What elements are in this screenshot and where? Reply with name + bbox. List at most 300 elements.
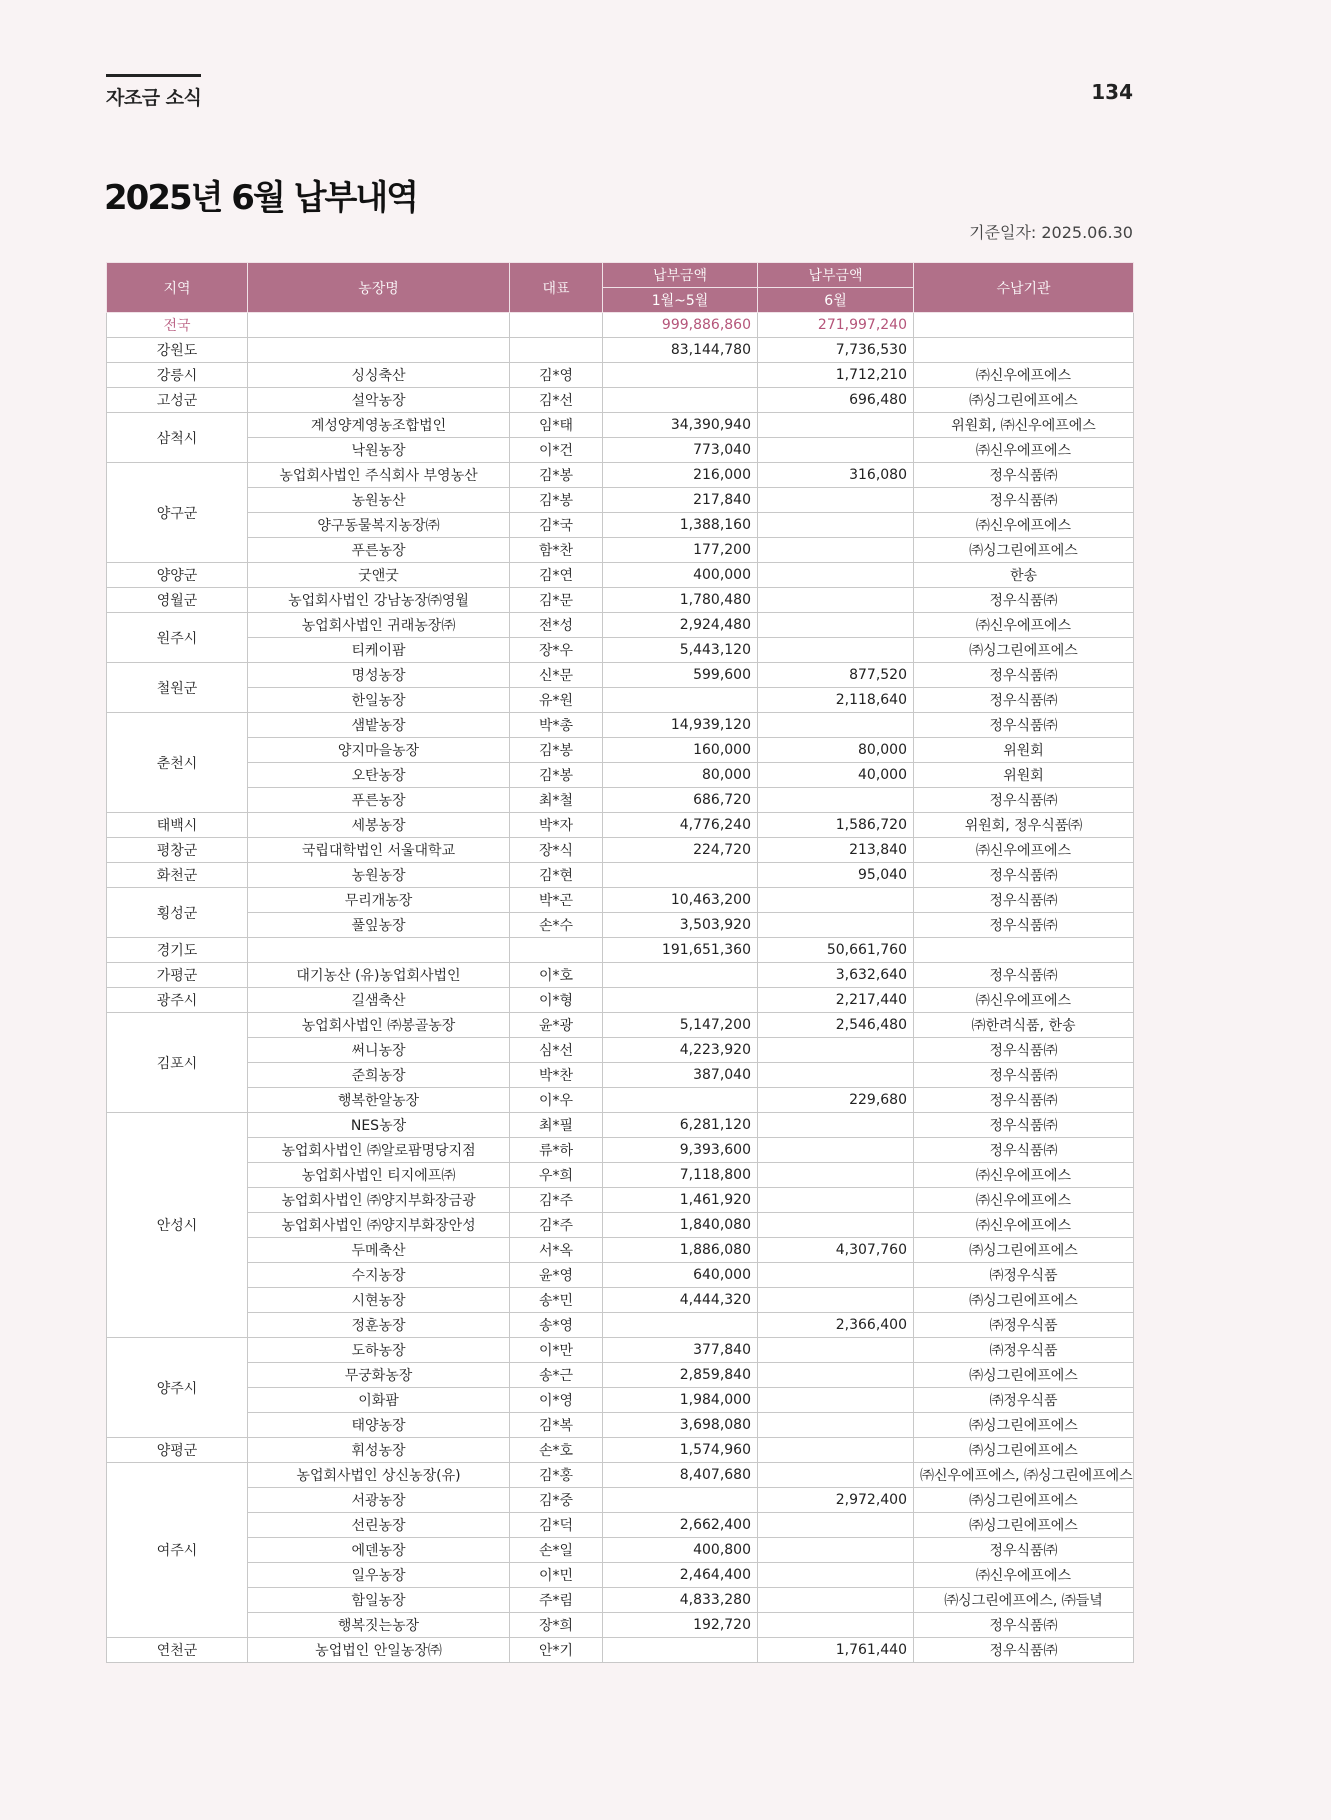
farm-name: 싱싱축산 [248,363,510,388]
representative: 윤*광 [510,1013,603,1038]
farm-name: 대기농산 (유)농업회사법인 [248,963,510,988]
farm-name: 티케이팜 [248,638,510,663]
representative: 박*자 [510,813,603,838]
amount-june: 877,520 [758,663,914,688]
collector: ㈜정우식품 [914,1263,1134,1288]
representative: 류*하 [510,1138,603,1163]
table-row [107,1363,1134,1388]
representative: 김*홍 [510,1463,603,1488]
collector: ㈜싱그린에프에스 [914,1413,1134,1438]
farm-name: 국립대학법인 서울대학교 [248,838,510,863]
representative: 김*봉 [510,738,603,763]
amount-june: 696,480 [758,388,914,413]
farm-name: 설악농장 [248,388,510,413]
collector: 정우식품㈜ [914,488,1134,513]
representative: 유*원 [510,688,603,713]
amount-june [758,1363,914,1388]
table-row [107,1563,1134,1588]
representative: 최*필 [510,1113,603,1138]
amount-june [758,1588,914,1613]
table-row [107,763,1134,788]
amount-june: 2,118,640 [758,688,914,713]
farm-name: 명성농장 [248,663,510,688]
representative: 최*철 [510,788,603,813]
amount-jan-may: 2,662,400 [603,1513,758,1538]
province-farm-cell [248,338,510,363]
amount-june [758,1388,914,1413]
table-row [107,988,1134,1013]
collector: 위원회, ㈜신우에프에스 [914,413,1134,438]
amount-june [758,913,914,938]
amount-jan-may: 3,698,080 [603,1413,758,1438]
payment-table [106,262,1134,1663]
table-row [107,1613,1134,1638]
collector: 정우식품㈜ [914,688,1134,713]
collector: ㈜정우식품 [914,1313,1134,1338]
amount-june [758,1463,914,1488]
total-june: 271,997,240 [758,313,914,338]
province-name: 경기도 [107,938,248,963]
amount-june [758,1513,914,1538]
amount-june: 80,000 [758,738,914,763]
amount-june [758,613,914,638]
amount-june [758,438,914,463]
province-farm-cell [248,938,510,963]
table-row [107,1163,1134,1188]
representative: 박*총 [510,713,603,738]
representative: 박*찬 [510,1063,603,1088]
farm-name: 푸른농장 [248,538,510,563]
collector: 정우식품㈜ [914,913,1134,938]
collector: 정우식품㈜ [914,963,1134,988]
representative: 김*봉 [510,488,603,513]
farm-name: 굿앤굿 [248,563,510,588]
representative: 장*식 [510,838,603,863]
amount-jan-may: 773,040 [603,438,758,463]
amount-jan-may [603,363,758,388]
table-row [107,463,1134,488]
farm-name: 농업회사법인 ㈜봉골농장 [248,1013,510,1038]
farm-name: 농업회사법인 강남농장㈜영월 [248,588,510,613]
representative: 김*영 [510,363,603,388]
amount-jan-may: 224,720 [603,838,758,863]
amount-jan-may: 2,859,840 [603,1363,758,1388]
total-org-cell [914,313,1134,338]
amount-jan-may: 1,388,160 [603,513,758,538]
amount-jan-may: 1,574,960 [603,1438,758,1463]
region-cell: 김포시 [107,1013,248,1113]
farm-name: 농업회사법인 주식회사 부영농산 [248,463,510,488]
collector: ㈜한려식품, 한송 [914,1013,1134,1038]
amount-jan-may [603,863,758,888]
amount-june [758,1413,914,1438]
amount-june [758,713,914,738]
amount-jan-may: 1,886,080 [603,1238,758,1263]
representative: 손*수 [510,913,603,938]
farm-name: 계성양계영농조합법인 [248,413,510,438]
province-june: 50,661,760 [758,938,914,963]
region-cell: 평창군 [107,838,248,863]
table-row [107,1588,1134,1613]
farm-name: 한일농장 [248,688,510,713]
amount-jan-may: 3,503,920 [603,913,758,938]
representative: 이*영 [510,1388,603,1413]
amount-june [758,1213,914,1238]
province-jan-may: 191,651,360 [603,938,758,963]
representative: 서*옥 [510,1238,603,1263]
table-row [107,1338,1134,1363]
col-amount-jan-may-header: 납부금액 [603,263,758,288]
table-row [107,1213,1134,1238]
amount-june [758,888,914,913]
region-cell: 가평군 [107,963,248,988]
representative: 이*만 [510,1338,603,1363]
amount-june: 1,761,440 [758,1638,914,1663]
representative: 이*민 [510,1563,603,1588]
collector: ㈜신우에프에스 [914,438,1134,463]
farm-name: 푸른농장 [248,788,510,813]
col-amount-june-header: 납부금액 [758,263,914,288]
table-row [107,1463,1134,1488]
table-row [107,638,1134,663]
collector: ㈜신우에프에스 [914,1213,1134,1238]
farm-name: 두메축산 [248,1238,510,1263]
amount-jan-may [603,388,758,413]
amount-june [758,638,914,663]
table-row [107,1288,1134,1313]
representative: 이*우 [510,1088,603,1113]
amount-june [758,1113,914,1138]
representative: 김*봉 [510,763,603,788]
collector: 한송 [914,563,1134,588]
amount-june: 2,366,400 [758,1313,914,1338]
amount-jan-may: 10,463,200 [603,888,758,913]
collector: ㈜싱그린에프에스 [914,1438,1134,1463]
table-row [107,913,1134,938]
amount-june [758,513,914,538]
page-number: 134 [1091,80,1133,104]
representative: 김*국 [510,513,603,538]
collector: 정우식품㈜ [914,1138,1134,1163]
farm-name: 써니농장 [248,1038,510,1063]
total-farm-cell [248,313,510,338]
amount-jan-may: 217,840 [603,488,758,513]
table-row [107,688,1134,713]
farm-name: 농업회사법인 ㈜양지부화장금광 [248,1188,510,1213]
farm-name: 풀잎농장 [248,913,510,938]
collector: ㈜싱그린에프에스 [914,1238,1134,1263]
amount-june [758,563,914,588]
collector: 정우식품㈜ [914,713,1134,738]
table-row [107,1313,1134,1338]
table-row [107,513,1134,538]
amount-jan-may: 1,780,480 [603,588,758,613]
collector: 정우식품㈜ [914,1638,1134,1663]
representative: 심*선 [510,1038,603,1063]
table-row [107,1538,1134,1563]
farm-name: 에덴농장 [248,1538,510,1563]
table-header [107,263,1134,313]
collector: ㈜신우에프에스 [914,1188,1134,1213]
farm-name: 선린농장 [248,1513,510,1538]
collector: 정우식품㈜ [914,463,1134,488]
farm-name: 농업회사법인 티지에프㈜ [248,1163,510,1188]
province-june: 7,736,530 [758,338,914,363]
region-cell: 철원군 [107,663,248,713]
amount-june: 2,972,400 [758,1488,914,1513]
table-body [107,313,1134,1663]
farm-name: 농업법인 안일농장㈜ [248,1638,510,1663]
representative: 손*호 [510,1438,603,1463]
table-row [107,713,1134,738]
region-cell: 춘천시 [107,713,248,813]
collector: 정우식품㈜ [914,863,1134,888]
amount-june: 316,080 [758,463,914,488]
table-row [107,588,1134,613]
representative: 전*성 [510,613,603,638]
representative: 함*찬 [510,538,603,563]
collector: 정우식품㈜ [914,663,1134,688]
table-row [107,1088,1134,1113]
total-jan-may: 999,886,860 [603,313,758,338]
representative: 박*곤 [510,888,603,913]
collector: ㈜싱그린에프에스 [914,1363,1134,1388]
farm-name: 일우농장 [248,1563,510,1588]
farm-name: 정훈농장 [248,1313,510,1338]
region-cell: 태백시 [107,813,248,838]
amount-jan-may: 6,281,120 [603,1113,758,1138]
table-row [107,1488,1134,1513]
amount-june [758,788,914,813]
col-jan-may-subheader: 1월~5월 [603,288,758,313]
total-label: 전국 [107,313,248,338]
farm-name: 세봉농장 [248,813,510,838]
representative: 이*호 [510,963,603,988]
farm-name: 수지농장 [248,1263,510,1288]
amount-june: 2,546,480 [758,1013,914,1038]
amount-june: 1,586,720 [758,813,914,838]
representative: 김*문 [510,588,603,613]
farm-name: 행복짓는농장 [248,1613,510,1638]
table-row [107,1188,1134,1213]
table-row [107,1038,1134,1063]
collector: ㈜정우식품 [914,1388,1134,1413]
amount-jan-may: 160,000 [603,738,758,763]
collector: 정우식품㈜ [914,1613,1134,1638]
amount-jan-may: 599,600 [603,663,758,688]
collector: ㈜싱그린에프에스 [914,1513,1134,1538]
farm-name: NES농장 [248,1113,510,1138]
amount-june [758,1138,914,1163]
farm-name: 샘밭농장 [248,713,510,738]
amount-jan-may: 7,118,800 [603,1163,758,1188]
table-row [107,563,1134,588]
farm-name: 서광농장 [248,1488,510,1513]
collector: 정우식품㈜ [914,1063,1134,1088]
collector: 정우식품㈜ [914,1038,1134,1063]
region-cell: 원주시 [107,613,248,663]
amount-jan-may [603,688,758,713]
amount-june: 95,040 [758,863,914,888]
region-cell: 양양군 [107,563,248,588]
representative: 이*건 [510,438,603,463]
amount-jan-may: 4,223,920 [603,1038,758,1063]
collector: 정우식품㈜ [914,588,1134,613]
region-cell: 양구군 [107,463,248,563]
table-row [107,888,1134,913]
amount-jan-may [603,1313,758,1338]
table-row [107,1063,1134,1088]
farm-name: 농원농장 [248,863,510,888]
representative: 김*중 [510,1488,603,1513]
amount-june [758,1063,914,1088]
collector: ㈜정우식품 [914,1338,1134,1363]
collector: 정우식품㈜ [914,1538,1134,1563]
amount-june [758,488,914,513]
table-row [107,738,1134,763]
representative: 송*영 [510,1313,603,1338]
province-row [107,338,1134,363]
amount-jan-may: 377,840 [603,1338,758,1363]
collector: 정우식품㈜ [914,788,1134,813]
table-row [107,1513,1134,1538]
amount-june [758,588,914,613]
table-row [107,1438,1134,1463]
representative: 김*현 [510,863,603,888]
amount-june: 229,680 [758,1088,914,1113]
amount-jan-may: 4,776,240 [603,813,758,838]
region-cell: 고성군 [107,388,248,413]
amount-june: 4,307,760 [758,1238,914,1263]
representative: 김*덕 [510,1513,603,1538]
table-row [107,788,1134,813]
province-name: 강원도 [107,338,248,363]
province-rep-cell [510,338,603,363]
amount-june [758,1263,914,1288]
farm-name: 휘성농장 [248,1438,510,1463]
amount-june [758,1538,914,1563]
representative: 안*기 [510,1638,603,1663]
farm-name: 낙원농장 [248,438,510,463]
table-row [107,388,1134,413]
collector: ㈜신우에프에스, ㈜싱그린에프에스 [914,1463,1134,1488]
col-june-subheader: 6월 [758,288,914,313]
region-cell: 안성시 [107,1113,248,1338]
farm-name: 행복한알농장 [248,1088,510,1113]
amount-june [758,1338,914,1363]
total-rep-cell [510,313,603,338]
amount-jan-may [603,1638,758,1663]
representative: 김*복 [510,1413,603,1438]
farm-name: 양구동물복지농장㈜ [248,513,510,538]
table-row [107,663,1134,688]
representative: 윤*영 [510,1263,603,1288]
table-row [107,838,1134,863]
table-row [107,963,1134,988]
amount-jan-may: 2,464,400 [603,1563,758,1588]
table-row [107,1638,1134,1663]
province-org-cell [914,338,1134,363]
amount-jan-may: 192,720 [603,1613,758,1638]
amount-jan-may: 640,000 [603,1263,758,1288]
collector: 정우식품㈜ [914,1113,1134,1138]
amount-jan-may: 34,390,940 [603,413,758,438]
region-cell: 연천군 [107,1638,248,1663]
table-row [107,413,1134,438]
collector: 정우식품㈜ [914,1088,1134,1113]
region-cell: 양평군 [107,1438,248,1463]
amount-june: 213,840 [758,838,914,863]
amount-june: 3,632,640 [758,963,914,988]
table-row [107,613,1134,638]
farm-name: 준희농장 [248,1063,510,1088]
amount-jan-may: 9,393,600 [603,1138,758,1163]
table-row [107,1138,1134,1163]
amount-jan-may: 4,444,320 [603,1288,758,1313]
table-row [107,488,1134,513]
amount-jan-may [603,1488,758,1513]
collector: 정우식품㈜ [914,888,1134,913]
amount-jan-may: 5,147,200 [603,1013,758,1038]
amount-june [758,1163,914,1188]
farm-name: 농업회사법인 ㈜양지부화장안성 [248,1213,510,1238]
amount-june [758,1288,914,1313]
representative: 장*우 [510,638,603,663]
table-row [107,863,1134,888]
amount-jan-may: 177,200 [603,538,758,563]
amount-jan-may [603,963,758,988]
collector: ㈜신우에프에스 [914,513,1134,538]
farm-name: 농원농산 [248,488,510,513]
table-row [107,1113,1134,1138]
collector: ㈜신우에프에스 [914,988,1134,1013]
table-row [107,1263,1134,1288]
table-row [107,538,1134,563]
amount-june [758,413,914,438]
amount-jan-may: 387,040 [603,1063,758,1088]
representative: 손*일 [510,1538,603,1563]
representative: 김*연 [510,563,603,588]
representative: 임*태 [510,413,603,438]
representative: 김*봉 [510,463,603,488]
farm-name: 무리개농장 [248,888,510,913]
region-cell: 삼척시 [107,413,248,463]
collector: ㈜싱그린에프에스, ㈜들녘 [914,1588,1134,1613]
amount-jan-may: 14,939,120 [603,713,758,738]
farm-name: 양지마을농장 [248,738,510,763]
province-org-cell [914,938,1134,963]
base-date: 기준일자: 2025.06.30 [969,223,1133,242]
amount-june: 40,000 [758,763,914,788]
collector: ㈜싱그린에프에스 [914,538,1134,563]
province-row [107,938,1134,963]
amount-june [758,538,914,563]
farm-name: 이화팜 [248,1388,510,1413]
amount-jan-may: 400,800 [603,1538,758,1563]
farm-name: 도하농장 [248,1338,510,1363]
amount-june [758,1613,914,1638]
amount-june [758,1563,914,1588]
farm-name: 농업회사법인 상신농장(유) [248,1463,510,1488]
collector: ㈜싱그린에프에스 [914,1288,1134,1313]
representative: 주*림 [510,1588,603,1613]
province-jan-may: 83,144,780 [603,338,758,363]
representative: 이*형 [510,988,603,1013]
amount-jan-may: 5,443,120 [603,638,758,663]
region-cell: 광주시 [107,988,248,1013]
table-row [107,363,1134,388]
representative: 송*민 [510,1288,603,1313]
